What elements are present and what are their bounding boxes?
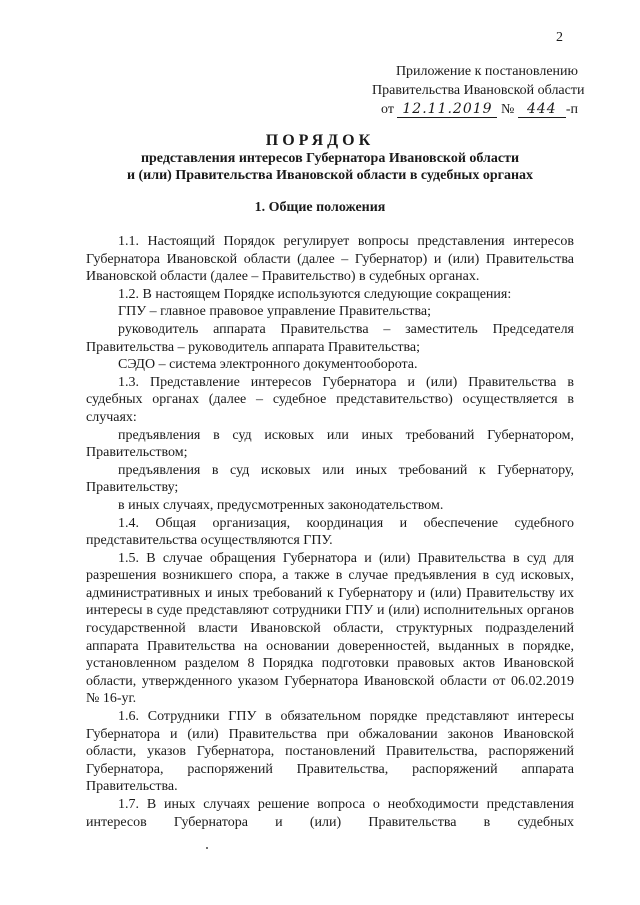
abbreviation-gpu: ГПУ – главное правовое управление Правительства; bbox=[118, 304, 431, 320]
appendix-line-2: Правительства Ивановской области bbox=[372, 83, 585, 98]
appendix-date-line bbox=[372, 100, 578, 119]
section-title: 1. Общие положения bbox=[254, 200, 386, 215]
abbreviation-head-of-staff: руководитель аппарата Правительства – заместитель Председателя Правительства – руководитель аппарата Правительства; bbox=[86, 321, 574, 355]
paragraph-1-6: 1.6. Сотрудники ГПУ в обязательном порядке представляют интересы Губернатора и (или) Правительства при обжаловании законов Ивановской области, указов Губернатора, постановлений Правительства, распоряжений Губернатора, распоряжений Правительства, распоряжений аппарата Правительства. bbox=[86, 709, 574, 795]
handwritten-number: 444 bbox=[518, 102, 566, 118]
document-subtitle bbox=[80, 150, 580, 184]
paragraph-1-2: 1.2. В настоящем Порядке используются следующие сокращения: bbox=[118, 286, 512, 302]
page-number: 2 bbox=[556, 30, 563, 45]
case-other: в иных случаях, предусмотренных законодательством. bbox=[118, 497, 444, 513]
date-prefix: от bbox=[381, 102, 394, 117]
number-prefix: № bbox=[500, 102, 515, 117]
paragraph-1-1: 1.1. Настоящий Порядок регулирует вопросы представления интересов Губернатора Ивановской области (далее – Губернатор) и (или) Правительства Ивановской области (далее – Правительство) в судебных органах. bbox=[86, 234, 574, 285]
abbreviation-sedo: СЭДО – система электронного документооборота. bbox=[118, 357, 418, 373]
case-claims-by: предъявления в суд исковых или иных требований Губернатором, Правительством; bbox=[86, 427, 574, 461]
case-claims-against: предъявления в суд исковых или иных требований к Губернатору, Правительству; bbox=[86, 462, 574, 496]
paragraph-1-7: 1.7. В иных случаях решение вопроса о необходимости представления интересов Губернатора и (или) Правительства в судебных bbox=[86, 797, 574, 830]
subtitle-line-1: представления интересов Губернатора Ивановской области bbox=[140, 151, 520, 166]
appendix-line-1: Приложение к постановлению bbox=[395, 64, 578, 79]
number-suffix: -п bbox=[565, 102, 578, 117]
scan-speck bbox=[206, 847, 208, 849]
paragraph-1-3: 1.3. Представление интересов Губернатора и (или) Правительства в судебных органах (далее – судебное представительство) осуществляется в случаях: bbox=[86, 374, 574, 425]
paragraph-1-4: 1.4. Общая организация, координация и обеспечение судебного представительства осуществляются ГПУ. bbox=[86, 515, 574, 549]
subtitle-line-2: и (или) Правительства Ивановской области в судебных органах bbox=[126, 168, 534, 183]
document-body bbox=[86, 233, 574, 831]
paragraph-1-5: 1.5. В случае обращения Губернатора и (или) Правительства в суд для разрешения возникшего спора, а также в случае предъявления в суд исковых, административных и иных требований к Губернатору и (или) Правительству их интересы в суде представляют сотрудники ГПУ и (или) исполнительных органов государственной власти Ивановской области, структурных подразделений аппарата Правительства на основании доверенностей, выданных в порядке, установленном разделом 8 Порядка подготовки правовых актов Ивановской области, утвержденного указом Губернатора Ивановской области от 06.02.2019 № 16-уг. bbox=[86, 550, 574, 707]
appendix-header bbox=[372, 62, 585, 119]
document-title: ПОРЯДОК bbox=[265, 132, 375, 149]
handwritten-date: 12.11.2019 bbox=[397, 102, 497, 118]
